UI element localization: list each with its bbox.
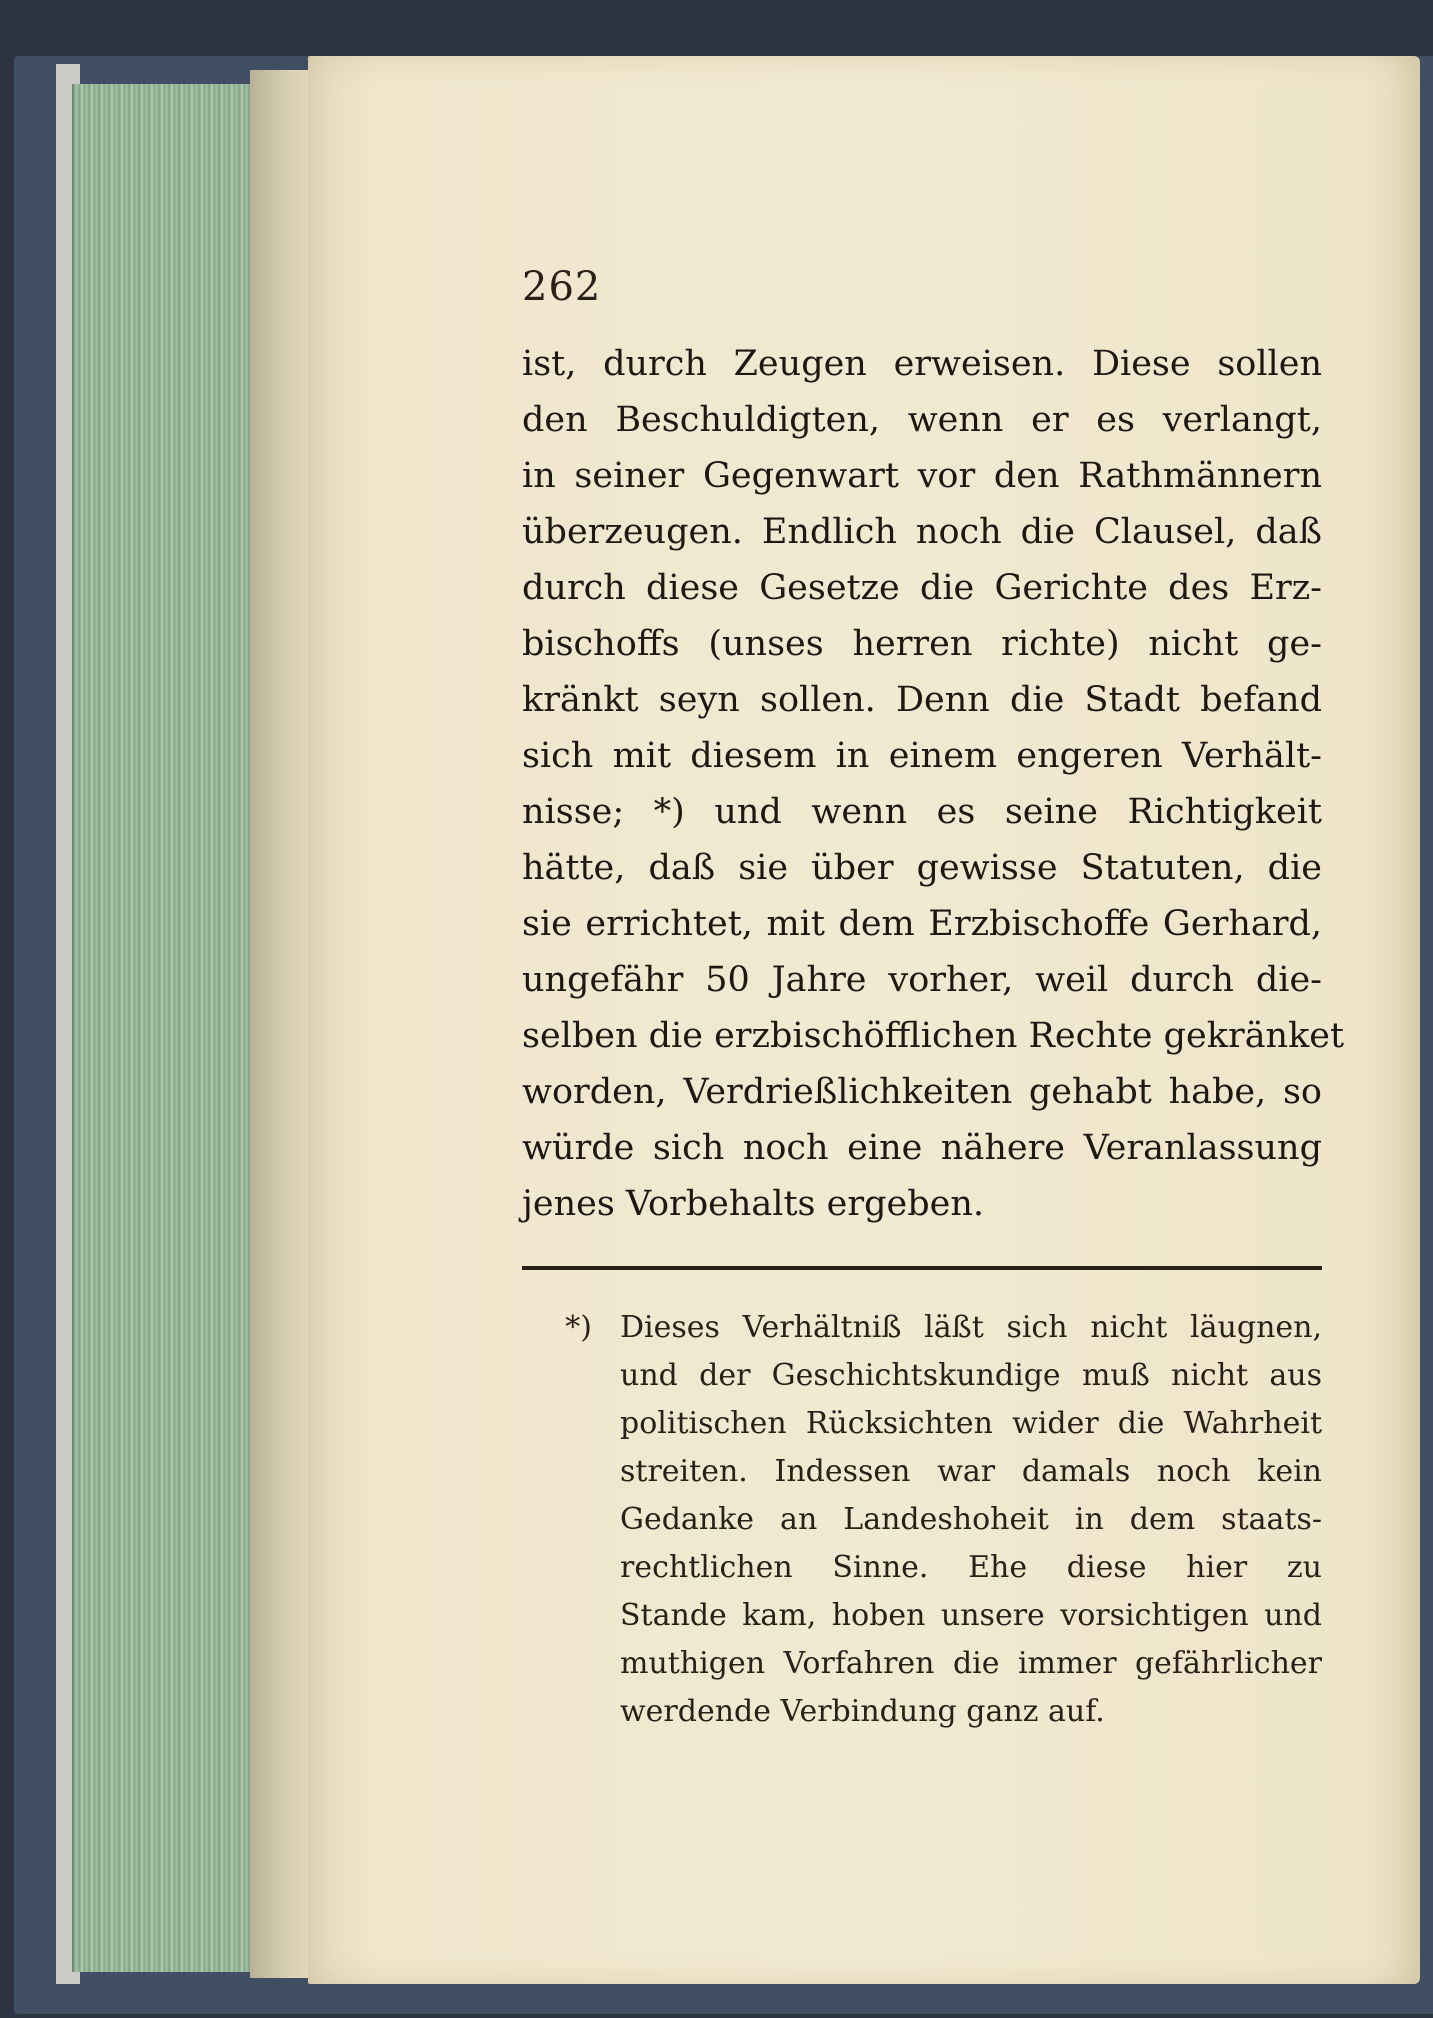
text-line: nisse; *) und wenn es seine Richtigkeit <box>522 792 1322 832</box>
footnote-line: und der Geschichtskundige muß nicht aus <box>620 1358 1322 1393</box>
footnote-line: Dieses Verhältniß läßt sich nicht läugnen, <box>620 1310 1322 1345</box>
footnote-line: werdende Verbindung ganz auf. <box>620 1694 1105 1729</box>
footnote-line: Gedanke an Landeshoheit in dem staats- <box>620 1502 1322 1537</box>
text-line: bischoffs (unses herren richte) nicht ge- <box>522 624 1322 664</box>
page-number: 262 <box>522 264 602 310</box>
footnote-line: streiten. Indessen war damals noch kein <box>620 1454 1322 1489</box>
text-line: kränkt seyn sollen. Denn die Stadt befand <box>522 680 1322 720</box>
text-line: sich mit diesem in einem engeren Verhält- <box>522 736 1322 776</box>
footnote-marker: *) <box>565 1310 592 1345</box>
footnote-line: rechtlichen Sinne. Ehe diese hier zu <box>620 1550 1322 1585</box>
text-line: durch diese Gesetze die Gerichte des Erz- <box>522 568 1322 608</box>
footnote-text <box>620 1304 1322 1736</box>
text-line: überzeugen. Endlich noch die Clausel, daß <box>522 512 1322 552</box>
text-line: den Beschuldigten, wenn er es verlangt, <box>522 400 1322 440</box>
footnote-line: muthigen Vorfahren die immer gefährlicher <box>620 1646 1322 1681</box>
text-line: ungefähr 50 Jahre vorher, weil durch die- <box>522 960 1322 1000</box>
footnote-line: politischen Rücksichten wider die Wahrheit <box>620 1406 1322 1441</box>
text-line: würde sich noch eine nähere Veranlassung <box>522 1128 1322 1168</box>
footnote-line: Stande kam, hoben unsere vorsichtigen und <box>620 1598 1322 1633</box>
body-text <box>522 336 1345 1232</box>
footnote-separator <box>522 1266 1322 1270</box>
text-line: sie errichtet, mit dem Erzbischoffe Gerhard, <box>522 904 1322 944</box>
text-line: worden, Verdrießlichkeiten gehabt habe, so <box>522 1072 1322 1112</box>
text-line: selben die erzbischöfflichen Rechte gekränket <box>522 1016 1345 1056</box>
text-line: hätte, daß sie über gewisse Statuten, die <box>522 848 1322 888</box>
text-line: ist, durch Zeugen erweisen. Diese sollen <box>522 344 1322 384</box>
text-line: in seiner Gegenwart vor den Rathmännern <box>522 456 1322 496</box>
book-page <box>308 56 1420 1984</box>
page-gutter-shadow <box>250 70 312 1978</box>
text-line: jenes Vorbehalts ergeben. <box>522 1184 984 1224</box>
